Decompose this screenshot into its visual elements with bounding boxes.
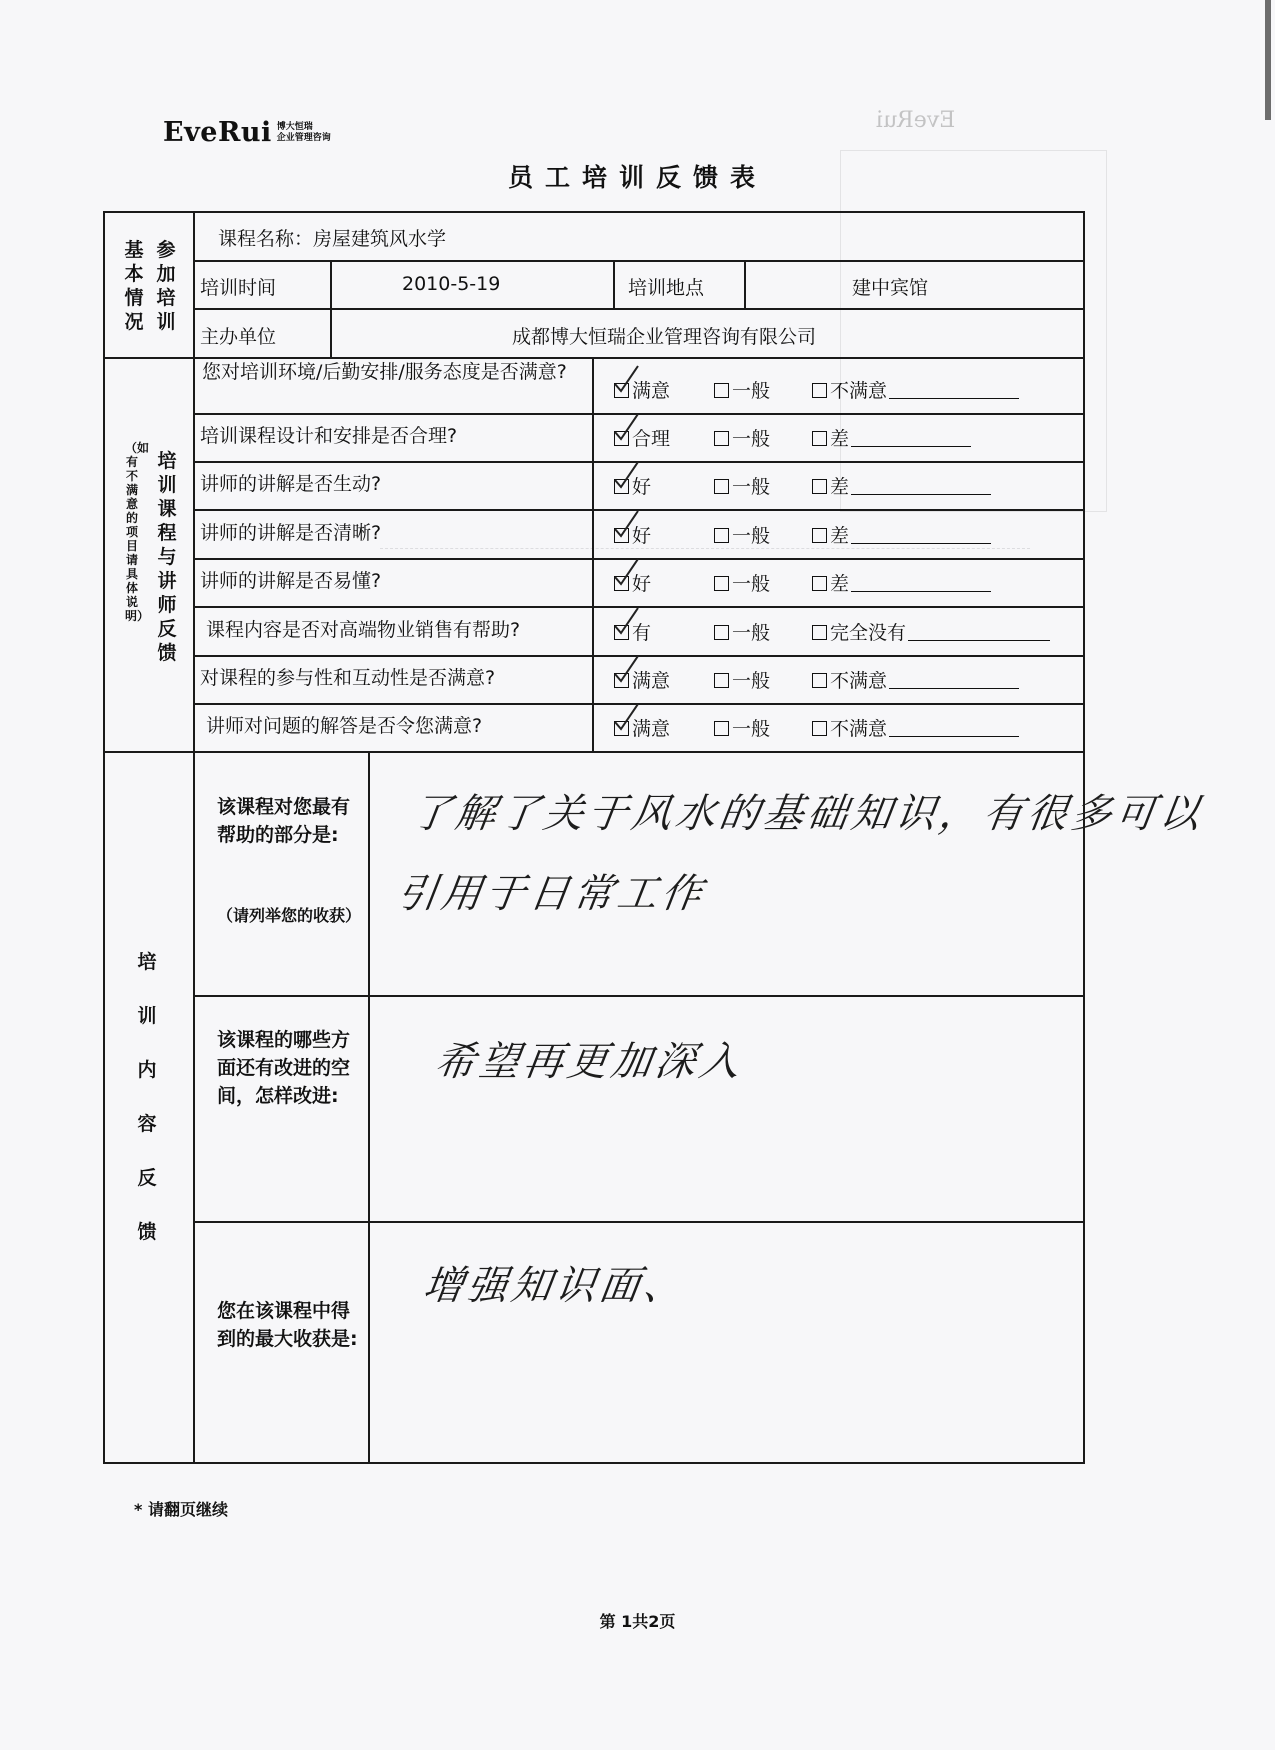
logo-brand: EveRui: [163, 117, 272, 148]
checkbox[interactable]: [714, 479, 729, 494]
question-text: 课程内容是否对高端物业销售有帮助?: [206, 618, 521, 641]
company-logo: [163, 106, 331, 146]
option-neutral[interactable]: [714, 521, 770, 548]
option-negative[interactable]: [812, 618, 1050, 645]
option-positive[interactable]: [614, 714, 670, 741]
option-positive[interactable]: [614, 472, 651, 499]
checkbox[interactable]: [812, 721, 827, 736]
explanation-blank[interactable]: [889, 670, 1019, 689]
option-label: 满意: [632, 718, 671, 740]
option-negative[interactable]: [812, 376, 1019, 403]
course-name-field: [218, 224, 446, 251]
location-label: 培训地点: [628, 277, 705, 299]
option-label: 好: [632, 524, 652, 547]
logo-subtitle: [277, 122, 331, 146]
time-label: 培训时间: [200, 277, 277, 299]
bleed-through-box: [840, 150, 1107, 512]
option-label: 不满意: [830, 670, 888, 692]
option-neutral[interactable]: [714, 472, 770, 499]
question-text: 对课程的参与性和互动性是否满意?: [200, 667, 496, 689]
option-neutral[interactable]: [714, 714, 770, 741]
option-positive[interactable]: [614, 376, 670, 403]
option-label: 一般: [732, 573, 771, 595]
checkbox[interactable]: [812, 431, 827, 446]
option-negative[interactable]: [812, 666, 1019, 693]
checkbox[interactable]: [812, 625, 827, 640]
footer-note: * 请翻页继续: [134, 1500, 228, 1519]
scan-edge: [1265, 0, 1271, 120]
explanation-blank[interactable]: [889, 718, 1019, 737]
checkbox[interactable]: [714, 528, 729, 543]
explanation-blank[interactable]: [851, 525, 991, 544]
question-text: 讲师的讲解是否清晰?: [200, 521, 382, 544]
option-label: 差: [830, 476, 850, 498]
prompt-most-helpful: 该课程对您最有帮助的部分是:: [217, 796, 351, 846]
checkbox[interactable]: [614, 528, 629, 543]
option-label: 一般: [732, 718, 771, 740]
form-title: 员工培训反馈表: [507, 163, 767, 192]
checkbox[interactable]: [812, 383, 827, 398]
bleed-through-logo: EveRui: [876, 108, 956, 133]
checkbox[interactable]: [714, 431, 729, 446]
question-text: 讲师对问题的解答是否令您满意?: [206, 715, 483, 737]
option-label: 好: [632, 476, 652, 498]
section-basic-label: 基本情况: [124, 239, 144, 333]
option-label: 一般: [732, 380, 771, 402]
prompt-biggest-gain: 您在该课程中得到的最大收获是:: [217, 1300, 358, 1350]
answer-biggest-gain: 增强知识面、: [420, 1263, 691, 1309]
option-positive[interactable]: [614, 666, 670, 693]
logo-line2: 企业管理咨询: [276, 133, 331, 143]
course-name-label: 课程名称：: [218, 228, 314, 250]
course-name-value: 房屋建筑风水学: [313, 228, 447, 250]
option-negative[interactable]: [812, 521, 991, 548]
checkbox[interactable]: [714, 383, 729, 398]
option-label: 差: [830, 428, 850, 450]
option-negative[interactable]: [812, 472, 991, 499]
checkbox[interactable]: [714, 673, 729, 688]
checkbox[interactable]: [614, 625, 629, 640]
option-label: 有: [632, 621, 652, 644]
option-label: 差: [830, 524, 850, 547]
checkbox[interactable]: [614, 383, 629, 398]
section-attend-label: 参加培训: [156, 239, 176, 333]
checkbox[interactable]: [614, 479, 629, 494]
section-feedback-note: （如有不满意的项目请具体说明）: [125, 441, 150, 623]
checkbox[interactable]: [812, 576, 827, 591]
option-label: 满意: [632, 380, 671, 402]
logo-line1: 博大恒瑞: [276, 122, 313, 132]
question-text: 培训课程设计和安排是否合理?: [200, 425, 458, 447]
checkbox[interactable]: [614, 431, 629, 446]
option-label: 完全没有: [830, 621, 907, 644]
section-content-label: 培训内容反馈: [137, 951, 157, 1243]
option-neutral[interactable]: [714, 666, 770, 693]
checkbox[interactable]: [614, 721, 629, 736]
option-label: 一般: [732, 476, 771, 498]
option-positive[interactable]: [614, 569, 651, 596]
location-value: 建中宾馆: [852, 277, 929, 299]
option-label: 好: [632, 573, 652, 595]
question-text: 讲师的讲解是否生动?: [200, 473, 382, 495]
option-label: 不满意: [830, 380, 888, 402]
option-label: 一般: [732, 428, 771, 450]
answer-most-helpful-line2: 引用于日常工作: [394, 871, 709, 917]
option-neutral[interactable]: [714, 424, 770, 451]
explanation-blank[interactable]: [889, 380, 1019, 399]
option-positive[interactable]: [614, 424, 670, 451]
option-label: 一般: [732, 670, 771, 692]
question-text: 您对培训环境/后勤安排/服务态度是否满意?: [202, 361, 567, 383]
option-label: 一般: [732, 524, 771, 547]
option-positive[interactable]: [614, 521, 651, 548]
explanation-blank[interactable]: [851, 573, 991, 592]
section-feedback-label: 培训课程与讲师反馈: [157, 450, 177, 664]
prompt-improvement: 该课程的哪些方面还有改进的空间，怎样改进:: [217, 1029, 351, 1107]
checkbox[interactable]: [812, 479, 827, 494]
question-text: 讲师的讲解是否易懂?: [200, 570, 382, 592]
organizer-label: 主办单位: [200, 326, 277, 348]
explanation-blank[interactable]: [851, 428, 971, 447]
option-negative[interactable]: [812, 569, 991, 596]
option-label: 不满意: [830, 718, 888, 740]
explanation-blank[interactable]: [908, 622, 1050, 641]
option-neutral[interactable]: [714, 618, 770, 645]
checkbox[interactable]: [714, 721, 729, 736]
option-negative[interactable]: [812, 424, 971, 451]
option-negative[interactable]: [812, 714, 1019, 741]
option-positive[interactable]: [614, 618, 651, 645]
time-value: 2010-5-19: [402, 273, 501, 295]
explanation-blank[interactable]: [851, 476, 991, 495]
option-label: 满意: [632, 670, 671, 692]
checkbox[interactable]: [714, 625, 729, 640]
option-neutral[interactable]: [714, 569, 770, 596]
page-number: 第 1共2页: [599, 1612, 676, 1631]
prompt-most-helpful-note: （请列举您的收获）: [217, 906, 362, 925]
organizer-value: 成都博大恒瑞企业管理咨询有限公司: [512, 326, 817, 348]
checkbox[interactable]: [812, 528, 827, 543]
option-label: 合理: [632, 428, 671, 450]
answer-most-helpful-line1: 了解了关于风水的基础知识，有很多可以: [408, 791, 1207, 837]
option-label: 差: [830, 573, 850, 595]
checkbox[interactable]: [614, 673, 629, 688]
checkbox[interactable]: [614, 576, 629, 591]
option-neutral[interactable]: [714, 376, 770, 403]
checkbox[interactable]: [714, 576, 729, 591]
checkbox[interactable]: [812, 673, 827, 688]
option-label: 一般: [732, 621, 771, 644]
answer-improvement: 希望再更加深入: [432, 1039, 747, 1085]
